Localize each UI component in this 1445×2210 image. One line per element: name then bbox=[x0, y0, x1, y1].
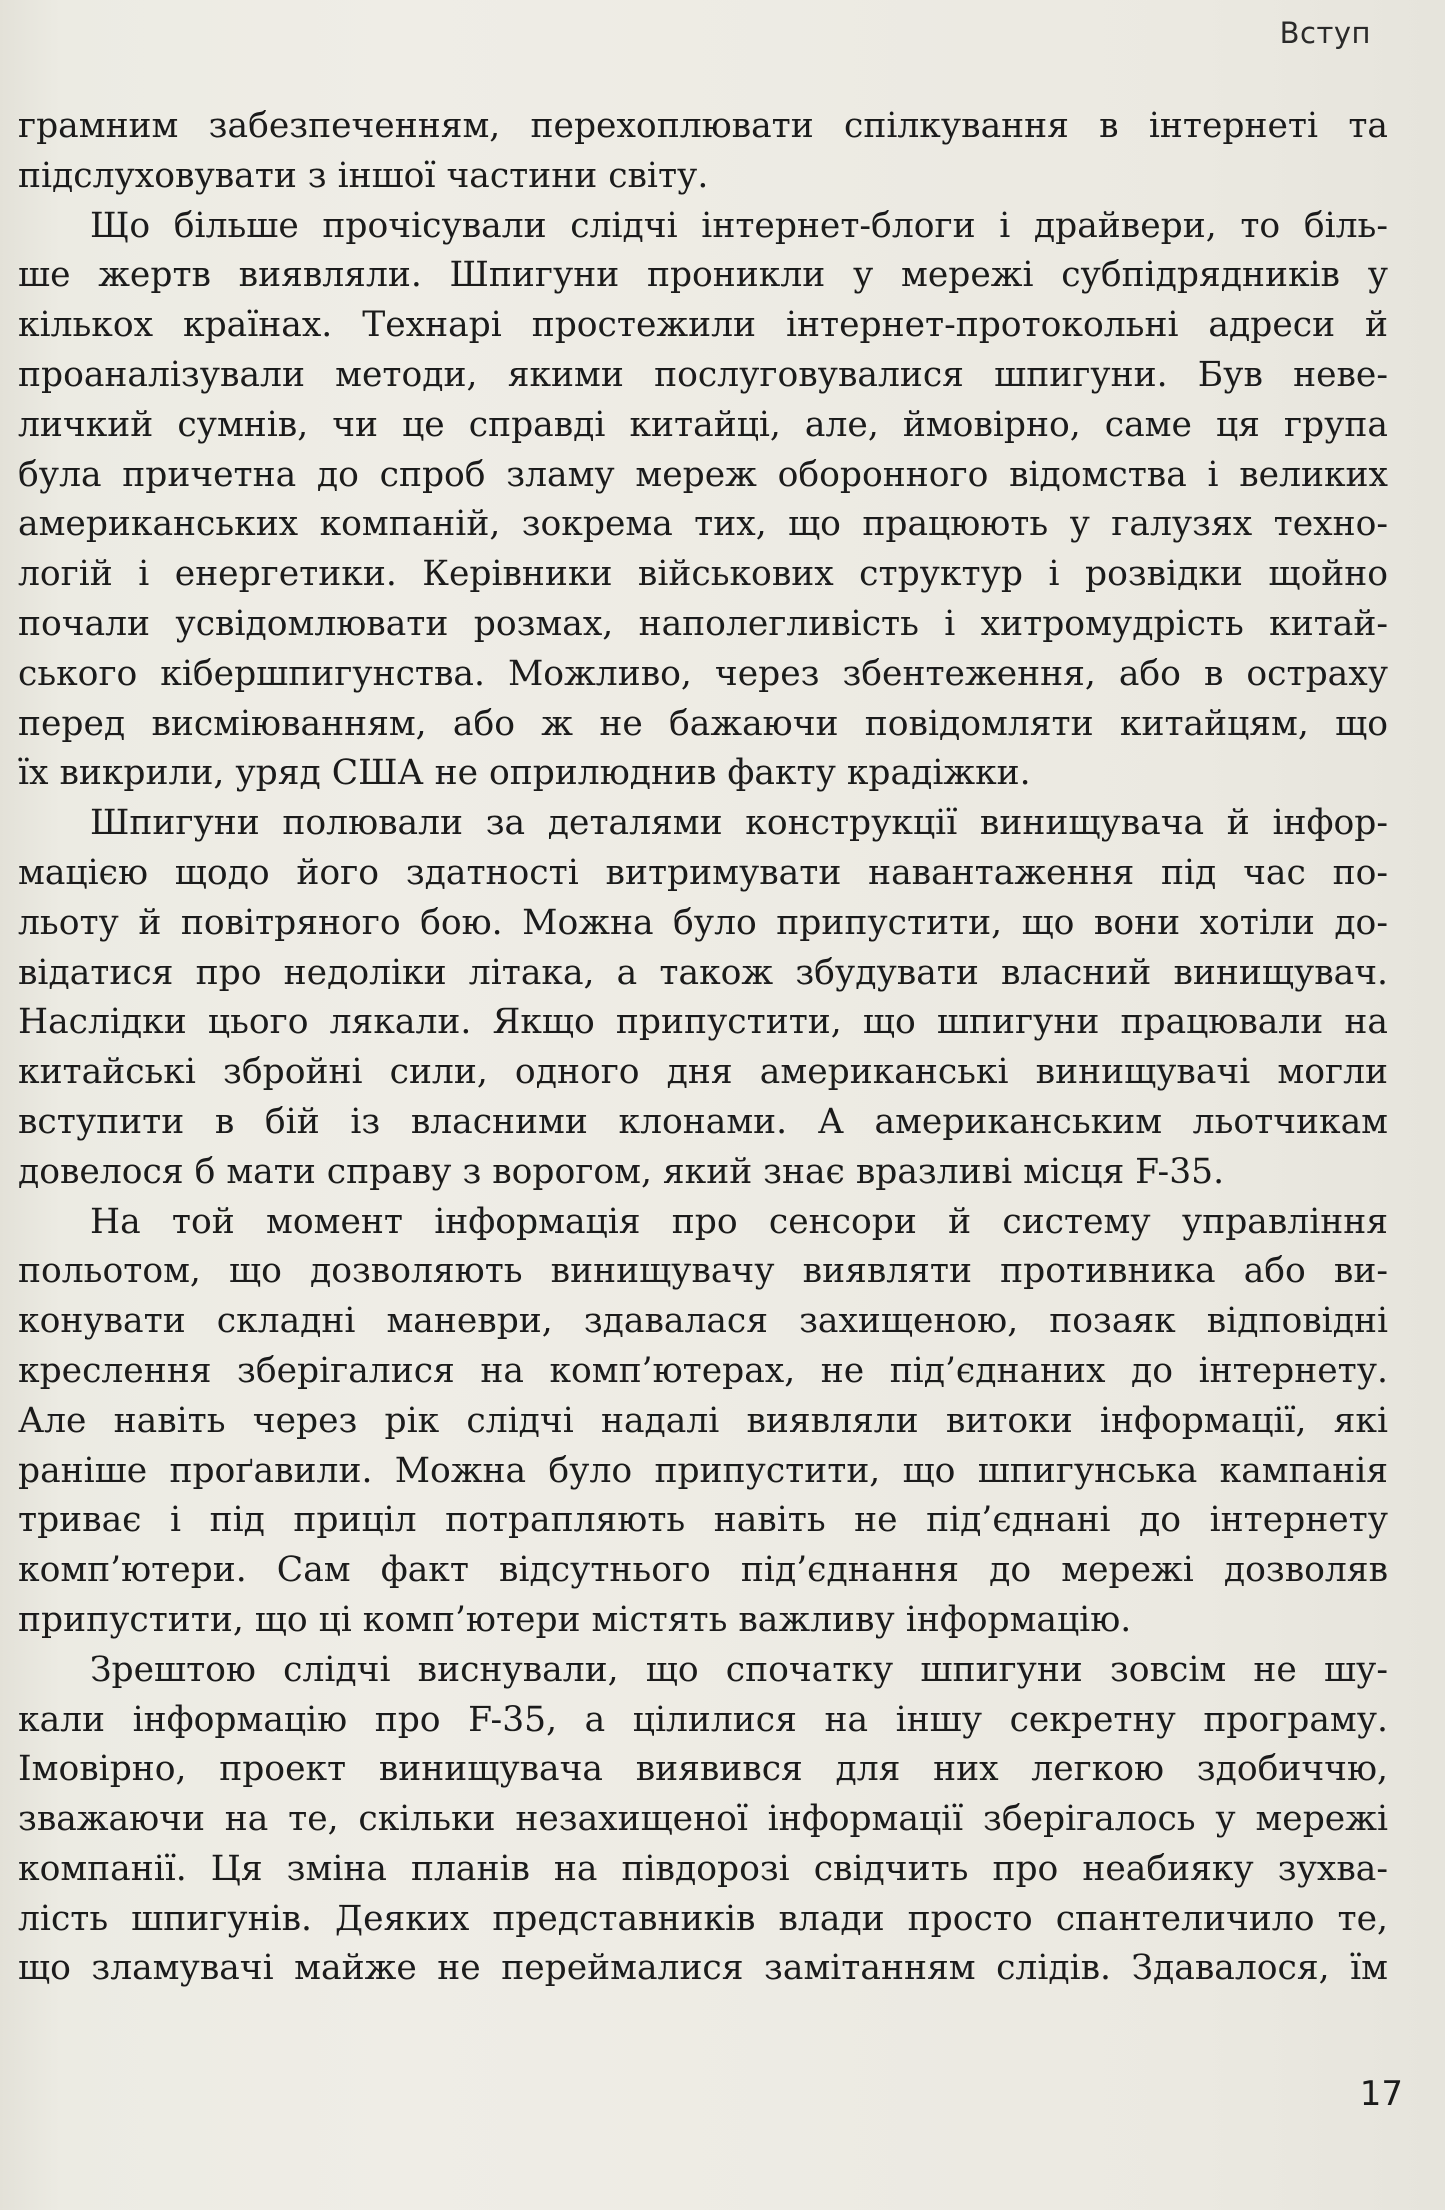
paragraph bbox=[18, 799, 1388, 1197]
paragraph bbox=[18, 202, 1388, 800]
text-line: грамним забезпеченням, перехоплювати спілкування в інтернеті та bbox=[18, 106, 1388, 146]
text-line: кали інформацію про F-35, а цілилися на іншу секретну програму. bbox=[18, 1699, 1388, 1740]
text-line: компанії. Ця зміна планів на півдорозі свідчить про неабияку зухва- bbox=[18, 1848, 1388, 1889]
text-line: Зрештою слідчі виснували, що спочатку шпигуни зовсім не шу- bbox=[90, 1649, 1388, 1690]
text-line: проаналізували методи, якими послуговувалися шпигуни. Був неве- bbox=[18, 354, 1388, 395]
text-line: перед висміюванням, або ж не бажаючи повідомляти китайцям, що bbox=[18, 703, 1388, 744]
text-line: Імовірно, проект винищувача виявився для них легкою здобиччю, bbox=[18, 1749, 1388, 1790]
text-line: американських компаній, зокрема тих, що працюють у галузях техно- bbox=[18, 504, 1388, 545]
text-line: мацією щодо його здатності витримувати навантаження під час по- bbox=[18, 852, 1388, 893]
text-line: ше жертв виявляли. Шпигуни проникли у мережі субпідрядників у bbox=[18, 255, 1388, 296]
text-line: почали усвідомлювати розмах, наполегливість і хитромудрість китай- bbox=[18, 603, 1388, 644]
text-line: Що більше прочісували слідчі інтернет-блоги і драйвери, то біль- bbox=[90, 205, 1388, 246]
text-line: Шпигуни полювали за деталями конструкції винищувача й інфор- bbox=[90, 803, 1388, 844]
text-line: лість шпигунів. Деяких представників влади просто спантеличило те, bbox=[18, 1898, 1388, 1939]
text-line: кількох країнах. Технарі простежили інтернет-протокольні адреси й bbox=[18, 305, 1388, 346]
text-line: припустити, що ці комп’ютери містять важливу інформацію. bbox=[18, 1599, 1132, 1640]
text-line: Наслідки цього лякали. Якщо припустити, що шпигуни працювали на bbox=[18, 1002, 1388, 1043]
text-line: конувати складні маневри, здавалася захищеною, позаяк відповідні bbox=[18, 1301, 1388, 1342]
text-line: вступити в бій із власними клонами. А американським льотчикам bbox=[18, 1101, 1388, 1142]
text-line: креслення зберігалися на комп’ютерах, не під’єднаних до інтернету. bbox=[18, 1350, 1388, 1391]
running-head: Вступ bbox=[1279, 16, 1371, 50]
text-line: їх викрили, уряд США не оприлюднив факту крадіжки. bbox=[18, 753, 1031, 794]
text-line: льоту й повітряного бою. Можна було припустити, що вони хотіли до- bbox=[18, 902, 1388, 943]
text-line: що зламувачі майже не переймалися замітанням слідів. Здавалося, їм bbox=[18, 1948, 1388, 1989]
text-line: довелося б мати справу з ворогом, який знає вразливі місця F-35. bbox=[18, 1151, 1225, 1192]
text-line: китайські збройні сили, одного дня американські винищувачі могли bbox=[18, 1052, 1388, 1093]
text-line: На той момент інформація про сенсори й систему управління bbox=[90, 1201, 1388, 1242]
text-line: раніше проґавили. Можна було припустити, що шпигунська кампанія bbox=[18, 1450, 1388, 1491]
text-line: ського кібершпигунства. Можливо, через збентеження, або в остраху bbox=[18, 653, 1388, 694]
text-line: була причетна до спроб зламу мереж оборонного відомства і великих bbox=[18, 454, 1388, 495]
text-line: Але навіть через рік слідчі надалі виявляли витоки інформації, які bbox=[18, 1400, 1388, 1441]
text-line: личкий сумнів, чи це справді китайці, але, ймовірно, саме ця група bbox=[18, 404, 1388, 445]
page-number: 17 bbox=[1359, 2074, 1403, 2114]
text-line: підслуховувати з іншої частини світу. bbox=[18, 155, 709, 196]
text-line: комп’ютери. Сам факт відсутнього під’єднання до мережі дозволяв bbox=[18, 1550, 1388, 1591]
text-line: логій і енергетики. Керівники військових структур і розвідки щойно bbox=[18, 554, 1388, 595]
body-text bbox=[18, 102, 1388, 1994]
text-line: відатися про недоліки літака, а також збудувати власний винищувач. bbox=[18, 952, 1388, 993]
paragraph bbox=[18, 1646, 1388, 1995]
text-line: триває і під приціл потрапляють навіть не під’єднані до інтернету bbox=[18, 1500, 1388, 1541]
paragraph bbox=[18, 1198, 1388, 1646]
text-line: зважаючи на те, скільки незахищеної інформації зберігалось у мережі bbox=[18, 1799, 1388, 1840]
paragraph bbox=[18, 102, 1388, 202]
text-line: польотом, що дозволяють винищувачу виявляти противника або ви- bbox=[18, 1251, 1388, 1292]
